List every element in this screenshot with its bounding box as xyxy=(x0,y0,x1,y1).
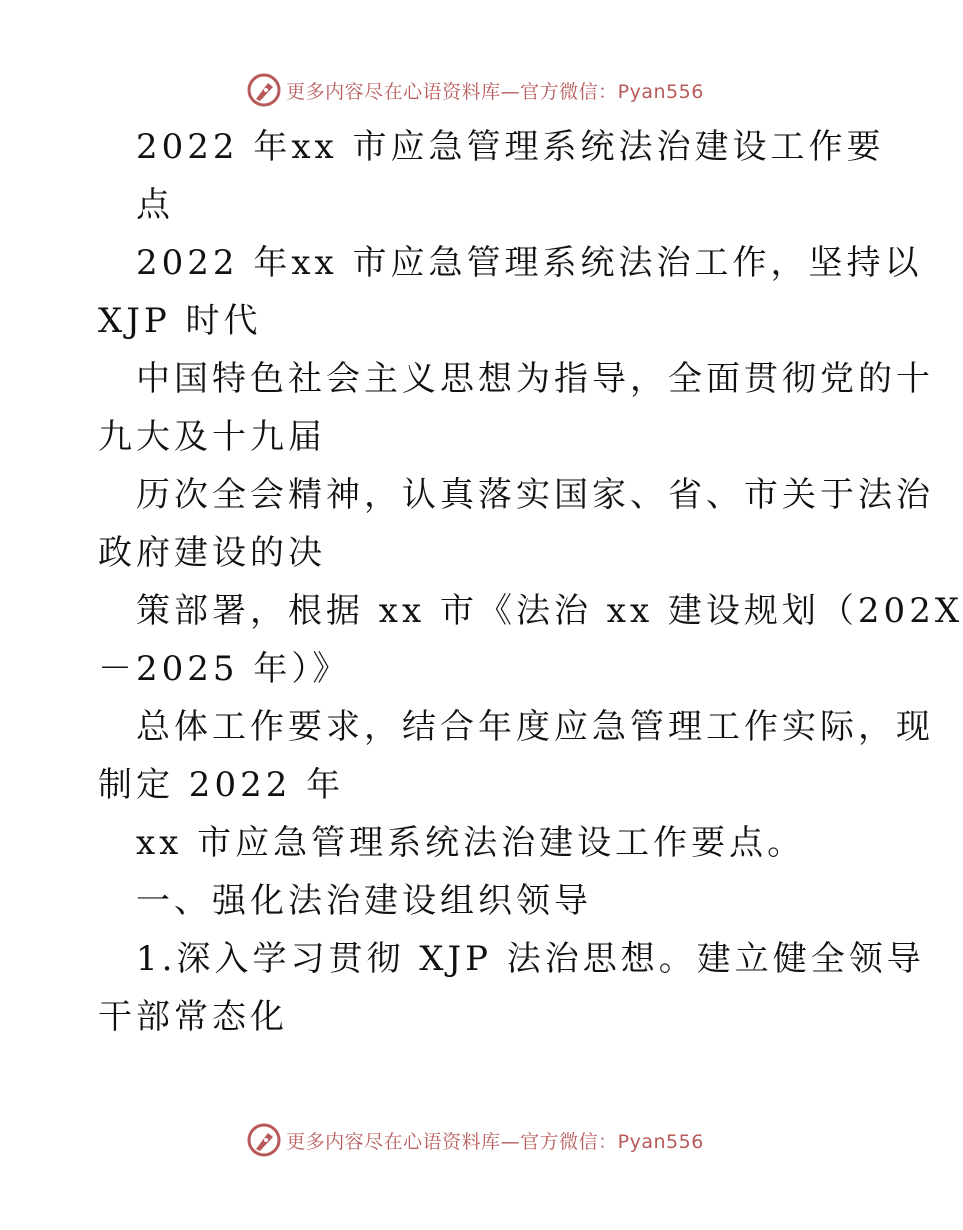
text-line: 2022 年xx 市应急管理系统法治工作，坚持以 xyxy=(136,243,923,283)
text-line: 1.深入学习贯彻 XJP 法治思想。建立健全领导 xyxy=(136,939,925,979)
pen-nib-logo-icon xyxy=(246,72,282,108)
section-heading: 一、强化法治建设组织领导 xyxy=(136,881,592,921)
text-line: 2022 年xx 市应急管理系统法治建设工作要 xyxy=(136,127,885,167)
text-line: 点 xyxy=(136,185,174,225)
document-body xyxy=(98,118,963,1046)
text-line: 政府建设的决 xyxy=(98,533,326,573)
text-line: －2025 年）》 xyxy=(98,649,351,689)
text-line: 总体工作要求，结合年度应急管理工作实际，现 xyxy=(136,707,934,747)
text-line: 九大及十九届 xyxy=(98,417,326,457)
text-line: 历次全会精神，认真落实国家、省、市关于法治 xyxy=(136,475,934,515)
text-line: 中国特色社会主义思想为指导，全面贯彻党的十 xyxy=(136,359,934,399)
watermark-footer xyxy=(0,1120,950,1160)
text-line: xx 市应急管理系统法治建设工作要点。 xyxy=(136,823,806,863)
text-line: 干部常态化 xyxy=(98,997,288,1037)
pen-nib-logo-icon xyxy=(246,1122,282,1158)
watermark-text: 更多内容尽在心语资料库—官方微信：Pyan556 xyxy=(286,80,704,103)
text-line: 策部署，根据 xx 市《法治 xx 建设规划（202X xyxy=(136,591,963,631)
watermark-header xyxy=(0,70,950,110)
watermark-text: 更多内容尽在心语资料库—官方微信：Pyan556 xyxy=(286,1130,704,1153)
text-line: 制定 2022 年 xyxy=(98,765,345,805)
text-line: XJP 时代 xyxy=(98,301,262,341)
